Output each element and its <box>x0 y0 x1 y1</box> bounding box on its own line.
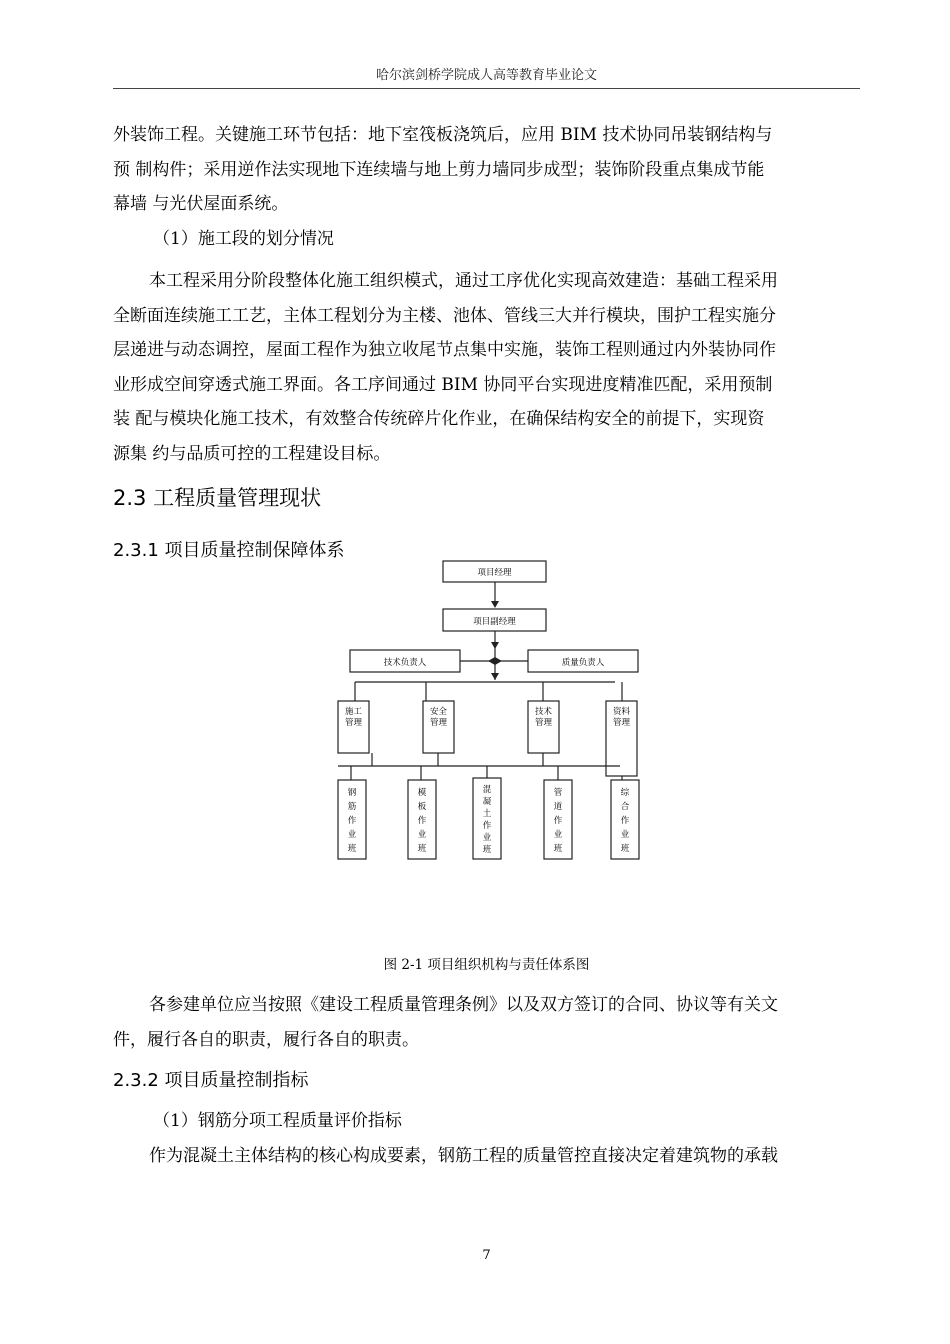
label-quality-lead: 质量负责人 <box>561 658 605 668</box>
paragraph-continuation <box>113 118 860 256</box>
label-team: 业 <box>553 830 563 840</box>
text-line: 层递进与动态调控，屋面工程作为独立收尾节点集中实施，装饰工程则通过内外装协同作 <box>113 340 776 361</box>
section-heading-2-3-2: 2.3.2 项目质量控制指标 <box>113 1070 309 1091</box>
label-team: 班 <box>347 844 357 854</box>
paragraph-rebar <box>113 1104 860 1173</box>
text-line: 件，履行各自的职责，履行各自的职责。 <box>113 1029 419 1050</box>
org-chart-figure <box>330 556 650 866</box>
label-team: 作 <box>417 816 427 826</box>
label-dept: 管理 <box>534 718 553 728</box>
label-team: 业 <box>347 830 357 840</box>
subitem-heading: （1）施工段的划分情况 <box>153 228 334 249</box>
label-tech-lead: 技术负责人 <box>383 658 427 668</box>
subitem-heading: （1）钢筋分项工程质量评价指标 <box>153 1111 402 1131</box>
label-dept: 施工 <box>344 707 363 717</box>
label-team: 综 <box>620 788 630 798</box>
label-dept: 管理 <box>429 718 448 728</box>
page-number: 7 <box>482 1248 491 1263</box>
label-team: 土 <box>482 809 492 819</box>
text-line: 源集 约与品质可控的工程建设目标。 <box>113 443 391 464</box>
text-line: 预 制构件；采用逆作法实现地下连续墙与地上剪力墙同步成型；装饰阶段重点集成节能 <box>113 159 765 180</box>
label-dept: 资料 <box>612 707 631 717</box>
label-team: 班 <box>417 844 427 854</box>
label-team: 筋 <box>347 802 357 812</box>
org-chart-svg <box>330 556 650 866</box>
text-line: 外装饰工程。关键施工环节包括：地下室筏板浇筑后，应用 BIM 技术协同吊装钢结构与 <box>113 125 773 145</box>
label-dept: 管理 <box>344 718 363 728</box>
text-line: 作为混凝土主体结构的核心构成要素，钢筋工程的质量管控直接决定着建筑物的承载 <box>149 1145 778 1166</box>
section-heading-2-3: 2.3 工程质量管理现状 <box>113 486 322 510</box>
label-dept: 技术 <box>534 707 553 717</box>
arrow-right-icon <box>495 657 502 665</box>
text-line: 全断面连续施工工艺，主体工程划分为主楼、池体、管线三大并行模块，围护工程实施分 <box>113 305 776 326</box>
text-line: 各参建单位应当按照《建设工程质量管理条例》以及双方签订的合同、协议等有关文 <box>149 995 778 1015</box>
label-team: 业 <box>417 830 427 840</box>
text-line: 幕墙 与光伏屋面系统。 <box>113 194 289 215</box>
label-team: 模 <box>417 788 427 798</box>
header-rule <box>113 88 860 89</box>
running-header: 哈尔滨剑桥学院成人高等教育毕业论文 <box>375 68 597 83</box>
arrow-left-icon <box>488 657 495 665</box>
label-project-manager: 项目经理 <box>477 568 512 578</box>
arrow-down-icon <box>491 642 499 649</box>
label-dept: 管理 <box>612 718 631 728</box>
label-team: 凝 <box>482 797 492 807</box>
label-team: 业 <box>482 833 492 843</box>
label-deputy-manager: 项目副经理 <box>473 617 516 627</box>
label-team: 业 <box>620 830 630 840</box>
label-team: 道 <box>553 802 563 812</box>
section-heading-2-3-1: 2.3.1 项目质量控制保障体系 <box>113 540 345 561</box>
label-team: 钢 <box>347 788 357 798</box>
label-team: 班 <box>482 845 492 855</box>
label-team: 作 <box>553 816 563 826</box>
label-team: 作 <box>620 816 630 826</box>
text-line: 业形成空间穿透式施工界面。各工序间通过 BIM 协同平台实现进度精准匹配，采用预制 <box>113 374 773 395</box>
label-dept: 安全 <box>429 707 448 717</box>
label-team: 作 <box>347 816 357 826</box>
arrow-down-icon <box>491 673 499 680</box>
figure-caption: 图 2-1 项目组织机构与责任体系图 <box>383 957 590 973</box>
text-line: 本工程采用分阶段整体化施工组织模式，通过工序优化实现高效建造：基础工程采用 <box>149 271 778 291</box>
text-line: 装 配与模块化施工技术，有效整合传统碎片化作业，在确保结构安全的前提下，实现资 <box>113 409 765 430</box>
label-team: 班 <box>620 844 630 854</box>
label-team: 合 <box>620 802 630 812</box>
arrow-down-icon <box>491 601 499 608</box>
label-team: 管 <box>553 788 563 798</box>
paragraph-construction-sections <box>113 264 860 472</box>
label-team: 作 <box>482 821 492 831</box>
label-team: 混 <box>482 785 492 795</box>
label-team: 板 <box>417 802 427 812</box>
paragraph-regulations <box>113 988 860 1057</box>
label-team: 班 <box>553 844 563 854</box>
